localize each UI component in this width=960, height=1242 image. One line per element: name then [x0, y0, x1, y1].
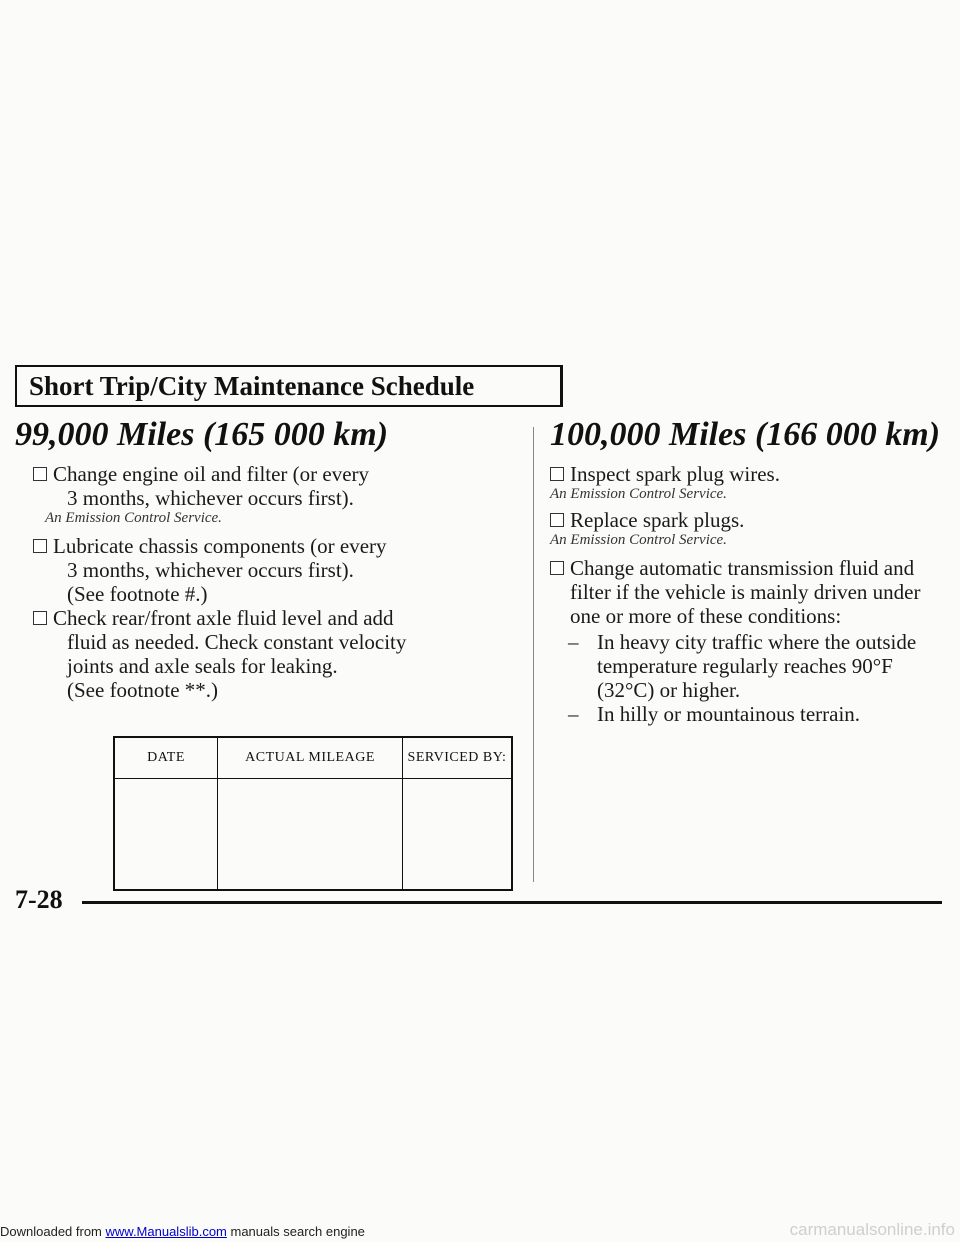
right-item-2	[550, 508, 950, 532]
left-item-3	[33, 606, 463, 702]
right-item-2-line1: Replace spark plugs.	[570, 508, 745, 532]
left-item-3-line2: fluid as needed. Check constant velocity	[67, 630, 407, 654]
condition-item-1-line2: temperature regularly reaches 90°F	[597, 654, 893, 678]
section-header	[15, 365, 563, 407]
condition-item-1-line3: (32°C) or higher.	[597, 678, 741, 702]
table-header-serviced-by: SERVICED BY:	[403, 737, 513, 779]
left-column-title: 99,000 Miles (165 000 km)	[15, 416, 389, 453]
condition-item-2-line1: In hilly or mountainous terrain.	[597, 702, 861, 726]
condition-item-1-line1: In heavy city traffic where the outside	[597, 630, 917, 654]
right-item-1-line1: Inspect spark plug wires.	[570, 462, 780, 486]
page-number: 7-28	[15, 885, 63, 914]
section-header-title: Short Trip/City Maintenance Schedule	[29, 371, 475, 401]
left-item-2-line3: (See footnote #.)	[67, 582, 208, 606]
right-item-2-note: An Emission Control Service.	[550, 532, 727, 548]
right-item-1-note: An Emission Control Service.	[550, 486, 727, 502]
footer-suffix: manuals search engine	[226, 1224, 365, 1239]
left-item-3-line1: Check rear/front axle fluid level and add	[53, 606, 394, 630]
dash-bullet: –	[568, 702, 579, 726]
condition-item-1	[568, 630, 928, 702]
table-header-mileage: ACTUAL MILEAGE	[218, 737, 403, 779]
manualslib-link[interactable]: www.Manualslib.com	[105, 1224, 227, 1239]
right-item-1	[550, 462, 950, 486]
right-item-3	[550, 556, 950, 628]
left-item-1-line1: Change engine oil and filter (or every	[53, 462, 370, 486]
dash-bullet: –	[568, 630, 579, 654]
checkbox-icon[interactable]	[33, 539, 47, 553]
mileage-cell[interactable]	[218, 779, 403, 891]
checkbox-icon[interactable]	[550, 467, 564, 481]
left-item-1	[33, 462, 463, 510]
condition-item-2	[568, 702, 928, 726]
serviced-by-cell[interactable]	[403, 779, 513, 891]
download-footer	[0, 1224, 365, 1239]
service-log-table	[113, 736, 513, 891]
left-item-2	[33, 534, 463, 606]
right-item-3-line3: one or more of these conditions:	[570, 604, 842, 628]
left-item-3-line4: (See footnote **.)	[67, 678, 219, 702]
footer-rule	[82, 901, 942, 904]
left-item-2-line2: 3 months, whichever occurs first).	[67, 558, 354, 582]
table-header-date: DATE	[114, 737, 218, 779]
checkbox-icon[interactable]	[550, 561, 564, 575]
date-cell[interactable]	[114, 779, 218, 891]
left-item-3-line3: joints and axle seals for leaking.	[67, 654, 338, 678]
checkbox-icon[interactable]	[550, 513, 564, 527]
footer-prefix: Downloaded from	[0, 1224, 106, 1239]
left-item-1-note: An Emission Control Service.	[45, 510, 222, 526]
left-item-2-line1: Lubricate chassis components (or every	[53, 534, 387, 558]
column-divider	[533, 427, 534, 882]
checkbox-icon[interactable]	[33, 611, 47, 625]
right-item-3-line1: Change automatic transmission fluid and	[570, 556, 915, 580]
right-column-title: 100,000 Miles (166 000 km)	[550, 416, 941, 453]
right-item-3-line2: filter if the vehicle is mainly driven under	[570, 580, 921, 604]
checkbox-icon[interactable]	[33, 467, 47, 481]
left-item-1-line2: 3 months, whichever occurs first).	[67, 486, 354, 510]
watermark: carmanualsonline.info	[789, 1220, 955, 1239]
